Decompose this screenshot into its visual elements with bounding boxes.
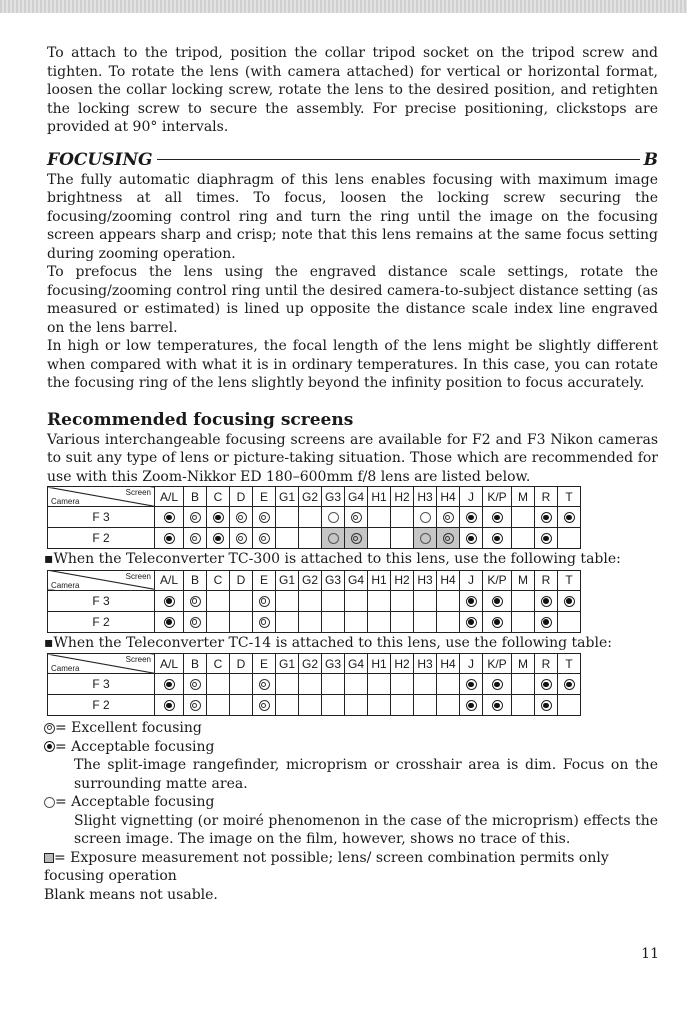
teleconverter-note: ▪When the Teleconverter TC-14 is attached to this lens, use the following table:: [44, 634, 612, 651]
column-header: B: [184, 487, 207, 507]
acceptable-vignette-icon: [44, 797, 55, 808]
table-cell: [299, 528, 322, 549]
table-row: [48, 674, 581, 695]
table-cell: [299, 590, 322, 611]
table-cell: [253, 611, 276, 632]
acceptable-dim-icon: [541, 596, 552, 607]
table-header-row: [48, 487, 581, 507]
table-cell: [512, 674, 535, 695]
acceptable-dim-icon: [164, 679, 175, 690]
screens-intro: Various interchangeable focusing screens are available for F2 and F3 Nikon cameras to suit any type of lens or picture-taking situation. Those which are recommended for use with this Zoom-Nikkor ED 180–600mm f/8 lens are listed below.: [47, 431, 658, 485]
corner-screen-label: Screen: [125, 655, 151, 664]
excellent-icon: [351, 512, 362, 523]
acceptable-dim-icon: [492, 617, 503, 628]
column-header: M: [512, 487, 535, 507]
excellent-icon: [443, 512, 454, 523]
camera-label: F 3: [48, 674, 155, 695]
table-cell: [558, 695, 581, 716]
table-cell: [276, 507, 299, 528]
column-header: E: [253, 487, 276, 507]
column-header: E: [253, 570, 276, 590]
table-cell: [483, 611, 512, 632]
legend-acceptable-dim: = Acceptable focusing: [44, 738, 658, 757]
acceptable-dim-icon: [164, 596, 175, 607]
column-header: G1: [276, 570, 299, 590]
acceptable-dim-icon: [164, 700, 175, 711]
column-header: H3: [414, 570, 437, 590]
table-cell: [535, 611, 558, 632]
table-cell: [414, 590, 437, 611]
table-cell: [230, 590, 253, 611]
table-cell: [299, 611, 322, 632]
acceptable-vignette-icon: [328, 512, 339, 523]
column-header: A/L: [155, 570, 184, 590]
table-row: [48, 528, 581, 549]
table-cell: [155, 695, 184, 716]
acceptable-dim-icon: [44, 741, 55, 752]
excellent-icon: [190, 679, 201, 690]
column-header: G2: [299, 570, 322, 590]
table-corner: [48, 654, 155, 674]
excellent-icon: [190, 512, 201, 523]
table-cell: [368, 611, 391, 632]
table-cell: [230, 507, 253, 528]
table-cell: [558, 507, 581, 528]
table-cell: [345, 590, 368, 611]
table-cell: [345, 611, 368, 632]
excellent-icon: [443, 533, 454, 544]
corner-camera-label: Camera: [51, 497, 80, 506]
table-cell: [437, 507, 460, 528]
table-cell: [391, 590, 414, 611]
table-cell: [253, 695, 276, 716]
column-header: D: [230, 570, 253, 590]
table-cell: [437, 590, 460, 611]
table-cell: [253, 590, 276, 611]
table-cell: [368, 528, 391, 549]
table-cell: [207, 674, 230, 695]
excellent-icon: [190, 617, 201, 628]
table-cell: [184, 695, 207, 716]
table-cell: [322, 695, 345, 716]
column-header: H4: [437, 570, 460, 590]
table-cell: [345, 528, 368, 549]
column-header: G4: [345, 487, 368, 507]
table-cell: [230, 674, 253, 695]
teleconverter-note: ▪When the Teleconverter TC-300 is attached to this lens, use the following table:: [44, 551, 621, 567]
table-cell: [460, 674, 483, 695]
table-cell: [483, 528, 512, 549]
acceptable-vignette-icon: [420, 512, 431, 523]
acceptable-dim-icon: [164, 617, 175, 628]
legend-exposure: = Exposure measurement not possible; lens/ screen combination permits only focusing operation: [44, 849, 609, 884]
table-cell: [483, 590, 512, 611]
table-header-row: [48, 570, 581, 590]
table-cell: [512, 590, 535, 611]
table-cell: [535, 674, 558, 695]
table-cell: [535, 590, 558, 611]
table-cell: [460, 507, 483, 528]
table-row: [48, 695, 581, 716]
acceptable-dim-icon: [492, 533, 503, 544]
excellent-icon: [190, 700, 201, 711]
table-cell: [155, 611, 184, 632]
focusing-screen-table: [47, 653, 581, 716]
table-cell: [322, 528, 345, 549]
table-cell: [414, 674, 437, 695]
acceptable-dim-icon: [466, 596, 477, 607]
corner-screen-label: Screen: [125, 571, 151, 581]
column-header: K/P: [483, 654, 512, 674]
focusing-paragraph-1: The fully automatic diaphragm of this lens enables focusing with maximum image brightness at all times. To focus, loosen the locking screw securing the focusing/zooming control ring and turn the ring until the image on the focusing screen appears sharp and crisp; note that this lens remains at the same focus setting during zooming operation.: [47, 171, 658, 262]
table-cell: [299, 695, 322, 716]
table-cell: [322, 611, 345, 632]
column-header: D: [230, 487, 253, 507]
table-corner: [48, 487, 155, 507]
excellent-icon: [236, 512, 247, 523]
table-cell: [345, 507, 368, 528]
column-header: G3: [322, 487, 345, 507]
excellent-icon: [190, 596, 201, 607]
table-cell: [207, 695, 230, 716]
column-header: T: [558, 570, 581, 590]
table-cell: [207, 590, 230, 611]
table-cell: [253, 528, 276, 549]
table-cell: [535, 695, 558, 716]
table-cell: [184, 590, 207, 611]
excellent-icon: [259, 512, 270, 523]
acceptable-dim-icon: [492, 700, 503, 711]
column-header: K/P: [483, 487, 512, 507]
column-header: A/L: [155, 654, 184, 674]
table-cell: [230, 528, 253, 549]
acceptable-dim-icon: [213, 533, 224, 544]
table-cell: [207, 528, 230, 549]
column-header: M: [512, 570, 535, 590]
table-cell: [368, 695, 391, 716]
focusing-heading: [47, 149, 658, 171]
excellent-icon: [259, 700, 270, 711]
table-cell: [512, 695, 535, 716]
shaded-box-icon: [44, 853, 54, 863]
acceptable-dim-icon: [564, 596, 575, 607]
table-cell: [155, 590, 184, 611]
table-cell: [207, 507, 230, 528]
table-cell: [512, 507, 535, 528]
table-cell: [535, 507, 558, 528]
column-header: G3: [322, 654, 345, 674]
table-row: [48, 590, 581, 611]
focusing-screen-table: [47, 486, 581, 549]
excellent-icon: [259, 596, 270, 607]
column-header: H4: [437, 654, 460, 674]
acceptable-dim-icon: [466, 617, 477, 628]
table-cell: [483, 674, 512, 695]
table-cell: [483, 507, 512, 528]
tripod-paragraph: To attach to the tripod, position the collar tripod socket on the tripod screw and tighten. To rotate the lens (with camera attached) for vertical or horizontal format, loosen the collar locking screw, rotate the lens to the desired position, and retighten the locking screw to secure the assembly. For precise positioning, clickstops are provided at 90° intervals.: [47, 45, 658, 135]
camera-label: F 2: [48, 611, 155, 632]
table-cell: [414, 507, 437, 528]
table-cell: [512, 611, 535, 632]
excellent-icon: [351, 533, 362, 544]
corner-camera-label: Camera: [51, 580, 80, 590]
camera-label: F 3: [48, 507, 155, 528]
column-header: H2: [391, 487, 414, 507]
table-cell: [558, 611, 581, 632]
table-cell: [276, 695, 299, 716]
acceptable-dim-icon: [492, 679, 503, 690]
table-cell: [558, 528, 581, 549]
legend: [44, 719, 658, 904]
table-cell: [155, 674, 184, 695]
table-cell: [368, 674, 391, 695]
heading-rule: [157, 159, 640, 160]
column-header: J: [460, 487, 483, 507]
acceptable-dim-icon: [541, 617, 552, 628]
acceptable-dim-icon: [492, 596, 503, 607]
acceptable-dim-icon: [541, 512, 552, 523]
table-cell: [184, 611, 207, 632]
acceptable-dim-icon: [541, 700, 552, 711]
table-cell: [155, 528, 184, 549]
table-cell: [460, 590, 483, 611]
legend-acceptable-vignette-desc: Slight vignetting (or moiré phenomenon in the case of the microprism) effects the screen image. The image on the film, however, shows no trace of this.: [74, 812, 658, 847]
table-row: [48, 507, 581, 528]
table-corner: [48, 570, 155, 590]
column-header: C: [207, 570, 230, 590]
table-cell: [391, 674, 414, 695]
column-header: A/L: [155, 487, 184, 507]
table-cell: [184, 674, 207, 695]
column-header: B: [184, 654, 207, 674]
focusing-paragraph-2: To prefocus the lens using the engraved distance scale settings, rotate the focusing/zooming control ring until the desired camera-to-subject distance setting (as measured or estimated) is lined up opposite the distance scale index line engraved on the lens barrel.: [47, 264, 658, 336]
column-header: H3: [414, 654, 437, 674]
acceptable-dim-icon: [564, 512, 575, 523]
table-cell: [391, 528, 414, 549]
table-cell: [345, 695, 368, 716]
column-header: H3: [414, 487, 437, 507]
column-header: T: [558, 487, 581, 507]
column-header: G3: [322, 570, 345, 590]
column-header: H2: [391, 654, 414, 674]
table-cell: [460, 528, 483, 549]
table-cell: [437, 695, 460, 716]
column-header: R: [535, 654, 558, 674]
table-cell: [437, 674, 460, 695]
legend-blank: Blank means not usable.: [44, 886, 218, 903]
table-row: [48, 611, 581, 632]
excellent-icon: [259, 533, 270, 544]
table-cell: [155, 507, 184, 528]
table-cell: [230, 611, 253, 632]
table-cell: [322, 674, 345, 695]
table-cell: [184, 528, 207, 549]
column-header: J: [460, 570, 483, 590]
acceptable-dim-icon: [213, 512, 224, 523]
table-cell: [299, 507, 322, 528]
table-cell: [322, 590, 345, 611]
table-cell: [207, 611, 230, 632]
camera-label: F 3: [48, 590, 155, 611]
table-cell: [391, 507, 414, 528]
column-header: E: [253, 654, 276, 674]
excellent-icon: [44, 723, 55, 734]
table-cell: [253, 674, 276, 695]
page-number: 11: [641, 946, 659, 962]
column-header: C: [207, 487, 230, 507]
section-letter: B: [643, 149, 658, 170]
table-cell: [558, 674, 581, 695]
table-cell: [437, 611, 460, 632]
table-cell: [276, 611, 299, 632]
focusing-screen-table: [47, 570, 581, 633]
acceptable-dim-icon: [466, 512, 477, 523]
acceptable-vignette-icon: [328, 533, 339, 544]
focusing-paragraph-3: In high or low temperatures, the focal length of the lens might be slightly different when compared with what it is in ordinary temperatures. In this case, you can rotate the focusing ring of the lens slightly beyond the infinity position to focus accurately.: [47, 338, 658, 391]
table-cell: [322, 507, 345, 528]
column-header: G2: [299, 487, 322, 507]
acceptable-dim-icon: [541, 679, 552, 690]
table-cell: [184, 507, 207, 528]
acceptable-dim-icon: [466, 700, 477, 711]
column-header: C: [207, 654, 230, 674]
table-cell: [414, 611, 437, 632]
column-header: B: [184, 570, 207, 590]
camera-label: F 2: [48, 695, 155, 716]
excellent-icon: [259, 679, 270, 690]
acceptable-dim-icon: [466, 679, 477, 690]
table-cell: [345, 674, 368, 695]
table-cell: [535, 528, 558, 549]
table-cell: [368, 590, 391, 611]
acceptable-dim-icon: [164, 533, 175, 544]
table-cell: [558, 590, 581, 611]
table-cell: [391, 695, 414, 716]
acceptable-dim-icon: [492, 512, 503, 523]
table-cell: [299, 674, 322, 695]
column-header: G1: [276, 654, 299, 674]
acceptable-dim-icon: [164, 512, 175, 523]
table-header-row: [48, 654, 581, 674]
acceptable-vignette-icon: [420, 533, 431, 544]
column-header: G4: [345, 570, 368, 590]
legend-acceptable-dim-desc: The split-image rangefinder, microprism or crosshair area is dim. Focus on the surrounding matte area.: [74, 757, 658, 792]
table-cell: [460, 611, 483, 632]
table-cell: [253, 507, 276, 528]
column-header: R: [535, 487, 558, 507]
acceptable-dim-icon: [564, 679, 575, 690]
column-header: G1: [276, 487, 299, 507]
table-cell: [414, 695, 437, 716]
legend-acceptable-vignette: = Acceptable focusing: [44, 793, 658, 812]
legend-excellent: = Excellent focusing: [44, 719, 658, 738]
column-header: H2: [391, 570, 414, 590]
column-header: H1: [368, 654, 391, 674]
column-header: H1: [368, 570, 391, 590]
column-header: H4: [437, 487, 460, 507]
table-cell: [276, 674, 299, 695]
screens-title: Recommended focusing screens: [47, 409, 354, 430]
focusing-title: FOCUSING: [47, 149, 153, 170]
table-cell: [276, 528, 299, 549]
table-cell: [437, 528, 460, 549]
table-cell: [460, 695, 483, 716]
excellent-icon: [259, 617, 270, 628]
page-content: [44, 44, 658, 904]
column-header: D: [230, 654, 253, 674]
column-header: G4: [345, 654, 368, 674]
excellent-icon: [236, 533, 247, 544]
table-cell: [276, 590, 299, 611]
column-header: M: [512, 654, 535, 674]
camera-label: F 2: [48, 528, 155, 549]
column-header: K/P: [483, 570, 512, 590]
column-header: T: [558, 654, 581, 674]
column-header: J: [460, 654, 483, 674]
column-header: R: [535, 570, 558, 590]
excellent-icon: [190, 533, 201, 544]
table-cell: [414, 528, 437, 549]
screen-tables: [44, 486, 658, 716]
table-cell: [368, 507, 391, 528]
column-header: H1: [368, 487, 391, 507]
table-cell: [512, 528, 535, 549]
table-cell: [230, 695, 253, 716]
table-cell: [483, 695, 512, 716]
acceptable-dim-icon: [541, 533, 552, 544]
table-cell: [391, 611, 414, 632]
corner-camera-label: Camera: [51, 664, 80, 673]
corner-screen-label: Screen: [125, 488, 151, 497]
column-header: G2: [299, 654, 322, 674]
scan-edge-strip: [0, 0, 687, 13]
acceptable-dim-icon: [466, 533, 477, 544]
